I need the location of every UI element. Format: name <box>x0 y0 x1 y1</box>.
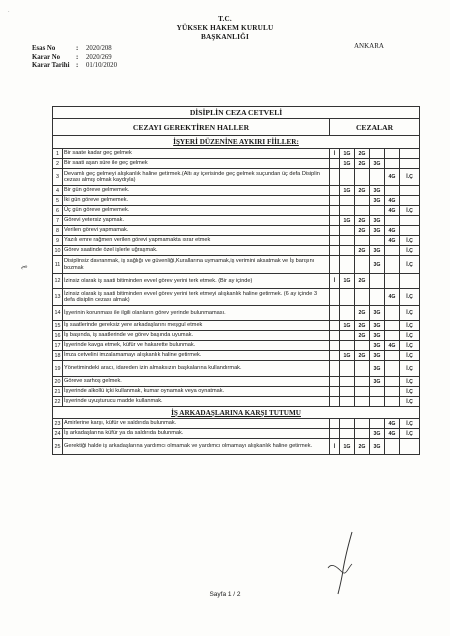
table-row <box>53 149 420 159</box>
penalty-cell: 4G <box>385 341 400 351</box>
penalty-cell: 3G <box>370 341 385 351</box>
penalty-cell: 2G <box>355 331 370 341</box>
penalty-cell <box>385 377 400 387</box>
meta-colon: : <box>76 45 79 52</box>
penalty-cell <box>340 331 355 341</box>
penalty-cell: 2G <box>355 149 370 159</box>
meta-value: 2020/208 <box>86 45 112 52</box>
table-row <box>53 429 420 439</box>
penalty-cell: 3G <box>370 331 385 341</box>
penalty-cell: 1G <box>340 149 355 159</box>
penalty-cell <box>385 246 400 256</box>
row-description: İki gün göreve gelmemek. <box>63 196 330 206</box>
penalty-cell <box>340 419 355 429</box>
row-number: 9 <box>53 236 63 246</box>
penalty-cell <box>385 351 400 361</box>
penalty-cell <box>385 149 400 159</box>
penalty-cell <box>385 397 400 407</box>
row-description: Göreve sarhoş gelmek. <box>63 377 330 387</box>
penalty-cell <box>330 186 340 196</box>
penalty-cell <box>355 206 370 216</box>
penalty-cell <box>340 246 355 256</box>
row-number: 2 <box>53 159 63 169</box>
penalty-cell: 3G <box>370 246 385 256</box>
penalty-cell: 1G <box>340 321 355 331</box>
page-number: Sayfa 1 / 2 <box>209 591 241 598</box>
penalty-cell <box>370 206 385 216</box>
penalty-cell: 3G <box>370 361 385 377</box>
penalty-cell: 2G <box>355 321 370 331</box>
penalty-cell <box>340 169 355 186</box>
penalty-cell <box>330 246 340 256</box>
signature-scribble <box>318 528 388 598</box>
penalty-cell <box>330 196 340 206</box>
penalty-cell: 3G <box>370 321 385 331</box>
penalty-cell <box>400 274 420 289</box>
table-row <box>53 387 420 397</box>
table-row <box>53 186 420 196</box>
row-description: İşyerinde alkollü içki kullanmak, kumar oynamak veya oynatmak. <box>63 387 330 397</box>
penalty-cell: İ.Ç <box>400 397 420 407</box>
table-row <box>53 361 420 377</box>
penalty-cell <box>330 429 340 439</box>
penalty-cell <box>330 216 340 226</box>
row-number: 10 <box>54 247 61 254</box>
row-description: Bir saate kadar geç gelmek <box>63 149 330 159</box>
penalty-cell <box>330 169 340 186</box>
penalty-cell <box>355 256 370 274</box>
penalty-cell <box>385 274 400 289</box>
penalty-cell <box>340 387 355 397</box>
penalty-cell <box>370 274 385 289</box>
penalty-cell <box>340 236 355 246</box>
row-description: İzinsiz olarak iş saati bitiminden evvel görev yerini terk etmek. (Bir ay içinde) <box>63 274 330 289</box>
penalty-cell: 2G <box>355 186 370 196</box>
penalty-cell <box>330 289 340 306</box>
table-row <box>53 169 420 186</box>
penalty-cell: 3G <box>370 256 385 274</box>
penalty-cell: 1G <box>340 216 355 226</box>
penalty-cell <box>400 186 420 196</box>
penalty-cell <box>330 377 340 387</box>
penalty-cell: 3G <box>370 377 385 387</box>
penalty-cell <box>385 439 400 455</box>
row-number: 18 <box>54 352 61 359</box>
penalty-cell <box>355 341 370 351</box>
penalty-cell: 3G <box>370 186 385 196</box>
penalty-cell <box>340 226 355 236</box>
penalty-cell <box>385 331 400 341</box>
penalty-cell: İ.Ç <box>400 419 420 429</box>
row-number: 14 <box>53 306 63 321</box>
penalty-cell: 3G <box>370 306 385 321</box>
penalty-cell: 2G <box>355 351 370 361</box>
table-row <box>53 274 420 289</box>
row-number: 13 <box>53 289 63 306</box>
row-number: 23 <box>54 420 61 427</box>
penalty-cell <box>355 419 370 429</box>
penalty-cell: 4G <box>385 196 400 206</box>
penalty-cell <box>340 341 355 351</box>
row-description: Devamlı geç gelmeyi alışkanlık haline getirmek.(Altı ay içerisinde geç gelmek suçundan üç defa Disiplin cezası almış olmak kaydıyla) <box>63 169 330 186</box>
penalty-cell: 4G <box>385 226 400 236</box>
penalty-cell <box>370 169 385 186</box>
penalty-cell: İ.Ç <box>400 236 420 246</box>
penalty-cell: İ.Ç <box>400 361 420 377</box>
row-description: Görevi yetersiz yapmak. <box>63 216 330 226</box>
table-row <box>53 321 420 331</box>
margin-handwriting: ℓ <box>18 263 30 271</box>
row-number: 20 <box>54 378 61 385</box>
penalty-cell: 4G <box>385 289 400 306</box>
penalty-cell: İ <box>330 149 340 159</box>
penalty-cell: İ <box>330 274 340 289</box>
penalty-cell <box>340 397 355 407</box>
penalty-cell <box>400 159 420 169</box>
penalty-cell <box>355 169 370 186</box>
section-heading-workplace: İŞYERİ DÜZENİNE AYKIRI FİİLLER: <box>53 136 420 149</box>
row-description: Bir saati aşan süre ile geç gelmek <box>63 159 330 169</box>
penalty-cell: 1G <box>340 159 355 169</box>
penalty-cell: 2G <box>355 274 370 289</box>
penalty-cell: 4G <box>385 206 400 216</box>
penalty-cell <box>330 397 340 407</box>
penalty-cell <box>385 256 400 274</box>
penalty-cell: İ.Ç <box>400 377 420 387</box>
penalty-cell <box>340 377 355 387</box>
penalty-cell <box>340 206 355 216</box>
row-description: Verilen görevi yapmamak. <box>63 226 330 236</box>
penalty-cell: İ.Ç <box>400 341 420 351</box>
row-description: İş arkadaşlarına küfür ya da saldırıda bulunmak. <box>63 429 330 439</box>
penalty-cell <box>340 306 355 321</box>
column-header-penalties: CEZALAR <box>330 119 420 136</box>
penalty-cell <box>340 289 355 306</box>
row-number: 5 <box>53 196 63 206</box>
row-number: 24 <box>54 430 61 437</box>
penalty-cell: İ.Ç <box>400 331 420 341</box>
meta-label: Karar No <box>32 53 61 61</box>
penalty-cell: İ.Ç <box>400 169 420 186</box>
penalty-cell <box>330 226 340 236</box>
table-row <box>53 206 420 216</box>
penalty-cell <box>400 439 420 455</box>
penalty-cell <box>330 361 340 377</box>
row-number: 1 <box>53 149 63 159</box>
penalty-cell <box>370 149 385 159</box>
penalty-cell: İ.Ç <box>400 256 420 274</box>
section-heading-colleagues: İŞ ARKADAŞLARINA KARŞI TUTUMU <box>53 407 420 419</box>
penalty-cell <box>340 361 355 377</box>
penalty-cell: 3G <box>370 159 385 169</box>
row-description: İzinsiz olarak iş saati bitiminden evvel görev yerini terk etmeyi alışkanlık haline getirmek. (6 ay içinde 3 defa disiplin cezası almak) <box>63 289 330 306</box>
penalty-cell: 3G <box>370 351 385 361</box>
penalty-cell <box>340 429 355 439</box>
penalty-cell: İ.Ç <box>400 306 420 321</box>
row-description: İş saatlerinde gereksiz yere arkadaşlarını meşgul etmek <box>63 321 330 331</box>
meta-row-karar <box>32 54 117 63</box>
meta-value: 2020/269 <box>86 53 112 61</box>
row-number: 3 <box>53 169 63 186</box>
table-title: DİSİPLİN CEZA CETVELİ <box>53 107 420 119</box>
meta-value: 01/10/2020 <box>86 62 117 70</box>
column-header-conditions: CEZAYI GEREKTİREN HALLER <box>53 119 330 136</box>
header-tc: T.C. <box>218 15 232 23</box>
penalty-cell: 3G <box>370 226 385 236</box>
penalty-cell <box>355 289 370 306</box>
penalty-cell <box>340 196 355 206</box>
penalty-cell <box>400 226 420 236</box>
penalty-cell: 4G <box>385 236 400 246</box>
penalty-cell <box>355 196 370 206</box>
penalty-cell <box>330 321 340 331</box>
penalty-cell: 2G <box>355 306 370 321</box>
meta-label: Karar Tarihi <box>32 62 70 70</box>
penalty-cell <box>355 397 370 407</box>
header-institution: YÜKSEK HAKEM KURULU <box>176 24 274 32</box>
penalty-cell <box>385 186 400 196</box>
penalty-cell: 3G <box>370 216 385 226</box>
penalty-cell <box>330 419 340 429</box>
penalty-cell <box>330 341 340 351</box>
penalty-cell <box>370 397 385 407</box>
row-description: Bir gün göreve gelmemek. <box>63 186 330 196</box>
row-description: Amirlerine karşı, küfür ve saldırıda bulunmak. <box>63 419 330 429</box>
penalty-cell <box>330 206 340 216</box>
penalty-cell: 1G <box>340 186 355 196</box>
penalty-cell: İ.Ç <box>400 351 420 361</box>
penalty-cell <box>355 361 370 377</box>
row-number: 19 <box>53 361 63 377</box>
corner-speck: · <box>8 10 10 15</box>
row-description: Yönetimindeki aracı, idareden izin almaksızın başkalarına kullandırmak. <box>63 361 330 377</box>
case-meta <box>32 45 117 71</box>
penalty-cell <box>330 236 340 246</box>
table-row <box>53 159 420 169</box>
row-description: İşyerinde uyuşturucu madde kullanmak. <box>63 397 330 407</box>
table-row <box>53 256 420 274</box>
table-row <box>53 331 420 341</box>
table-row <box>53 341 420 351</box>
meta-colon: : <box>76 62 79 70</box>
penalty-cell <box>385 361 400 377</box>
row-description: Görev saatinde özel işlerle uğraşmak. <box>63 246 330 256</box>
penalty-cell: 4G <box>385 429 400 439</box>
table-row <box>53 439 420 455</box>
row-description: Yazılı emre rağmen verilen görevi yapmamakta ısrar etmek <box>63 236 330 246</box>
penalty-cell <box>400 149 420 159</box>
penalty-cell: İ.Ç <box>400 429 420 439</box>
penalty-cell: İ.Ç <box>400 289 420 306</box>
penalty-cell <box>340 256 355 274</box>
penalty-cell <box>370 236 385 246</box>
penalty-cell <box>370 387 385 397</box>
table-row <box>53 236 420 246</box>
table-row <box>53 419 420 429</box>
penalty-cell <box>385 387 400 397</box>
row-description: Gerektiği halde iş arkadaşlarına yardımcı olmamak ve yardımcı olmamayı alışkanlık haline getirmek. <box>63 439 330 455</box>
penalty-cell: 1G <box>340 439 355 455</box>
row-number: 6 <box>53 206 63 216</box>
table-row <box>53 306 420 321</box>
meta-label: Esas No <box>32 45 56 52</box>
row-description: Üç gün göreve gelmemek. <box>63 206 330 216</box>
table-row <box>53 226 420 236</box>
row-description: İşyerinde kavga etmek, küfür ve hakarette bulunmak. <box>63 341 330 351</box>
penalty-cell <box>330 306 340 321</box>
penalty-cell <box>370 289 385 306</box>
place-label: ANKARA <box>354 42 384 50</box>
penalty-cell <box>400 216 420 226</box>
row-number: 25 <box>53 439 63 455</box>
row-number: 17 <box>54 342 61 349</box>
table-row <box>53 216 420 226</box>
meta-colon: : <box>76 53 79 61</box>
penalty-cell: 1G <box>340 351 355 361</box>
penalty-cell: 2G <box>355 216 370 226</box>
penalty-cell <box>330 256 340 274</box>
row-number: 15 <box>54 322 61 329</box>
penalty-cell <box>330 159 340 169</box>
header-department: BAŞKANLIĞI <box>201 33 249 41</box>
penalty-cell <box>355 429 370 439</box>
meta-row-tarih <box>32 62 117 71</box>
row-number: 4 <box>53 186 63 196</box>
penalty-table <box>52 106 420 455</box>
penalty-cell: 2G <box>355 226 370 236</box>
penalty-cell <box>355 377 370 387</box>
penalty-cell <box>355 236 370 246</box>
table-row <box>53 397 420 407</box>
penalty-cell: İ.Ç <box>400 206 420 216</box>
penalty-cell <box>330 387 340 397</box>
row-description: İmza cetvelini imzalamamayı alışkanlık haline getirmek. <box>63 351 330 361</box>
penalty-cell: 4G <box>385 169 400 186</box>
row-description: İş başında, iş saatlerinde ve görev başında uyumak. <box>63 331 330 341</box>
meta-row-esas <box>32 45 117 54</box>
row-number: 11 <box>53 256 63 274</box>
penalty-cell <box>385 321 400 331</box>
penalty-cell <box>385 306 400 321</box>
penalty-cell: 2G <box>355 159 370 169</box>
penalty-cell <box>400 196 420 206</box>
penalty-cell <box>370 419 385 429</box>
penalty-cell: İ.Ç <box>400 387 420 397</box>
penalty-cell: İ.Ç <box>400 321 420 331</box>
penalty-cell: 3G <box>370 429 385 439</box>
penalty-cell: İ <box>330 439 340 455</box>
penalty-cell: 3G <box>370 439 385 455</box>
penalty-cell: 3G <box>370 196 385 206</box>
table-row <box>53 196 420 206</box>
penalty-cell <box>355 387 370 397</box>
row-number: 7 <box>53 216 63 226</box>
penalty-cell: 4G <box>385 419 400 429</box>
row-number: 8 <box>53 226 63 236</box>
penalty-cell: 2G <box>355 246 370 256</box>
row-number: 12 <box>53 274 63 289</box>
penalty-cell <box>330 331 340 341</box>
penalty-cell: 2G <box>355 439 370 455</box>
penalty-cell <box>385 159 400 169</box>
table-row <box>53 246 420 256</box>
table-row <box>53 351 420 361</box>
row-number: 21 <box>54 388 61 395</box>
row-number: 16 <box>54 332 61 339</box>
table-row <box>53 377 420 387</box>
penalty-cell: 1G <box>340 274 355 289</box>
table-row <box>53 289 420 306</box>
penalty-cell: İ.Ç <box>400 246 420 256</box>
penalty-cell <box>385 216 400 226</box>
row-number: 22 <box>54 398 61 405</box>
row-description: Disiplinsiz davranmak, iş sağlığı ve güvenliği,Kurallarına uymamak,iş verimini aksatmak ve İş barışını bozmak <box>63 256 330 274</box>
penalty-cell <box>330 351 340 361</box>
row-description: İşyerinin korunması ile ilgili olanların görev yerinde bulunmaması. <box>63 306 330 321</box>
